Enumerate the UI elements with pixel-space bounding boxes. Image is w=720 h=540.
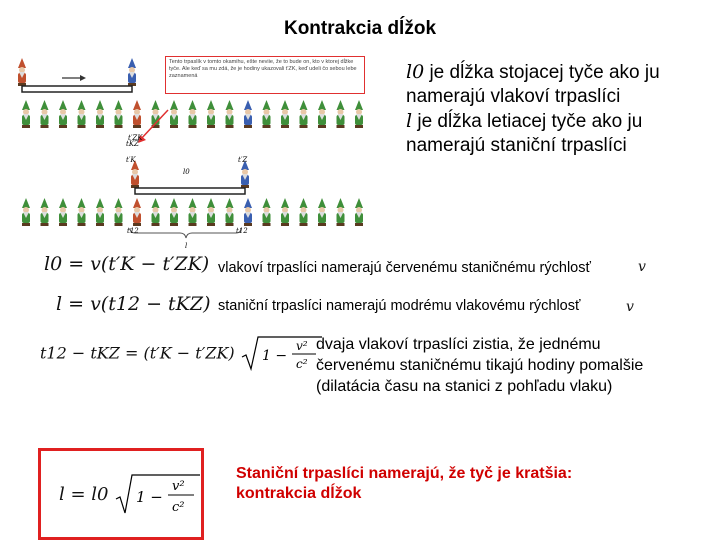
eq3-num: v²	[295, 339, 308, 353]
label-t12-left: t12	[127, 227, 139, 235]
gnome-station-row1	[41, 100, 49, 128]
label-t-z: t′Z	[238, 156, 248, 164]
gnome-station-row2	[22, 198, 30, 226]
equation-3	[40, 335, 324, 373]
gnome-station-row1	[300, 100, 308, 128]
gnome-station-row2	[170, 198, 178, 226]
gnome-station-row1	[170, 100, 178, 128]
gnome-station-row2	[263, 198, 271, 226]
equation-4	[59, 473, 202, 517]
gnome-train-mid-left	[131, 160, 139, 188]
gnome-station-row2	[337, 198, 345, 226]
label-t-k: t′K	[126, 156, 136, 164]
page-title: Kontrakcia dĺžok	[283, 18, 437, 39]
equation-1: l0 = v(t′K − t′ZK)	[44, 253, 210, 275]
legend	[406, 60, 706, 158]
symbol-l: l	[406, 110, 413, 132]
gnome-station-row1	[281, 100, 289, 128]
legend-l-text: je dĺžka letiacej tyče ako ju namerajú staniční trpaslíci	[406, 111, 643, 156]
gnome-station-row2	[244, 198, 252, 226]
eq3-den: c²	[295, 357, 308, 371]
eq4-den: c²	[172, 500, 185, 515]
equation-1-v: v	[638, 259, 646, 275]
gnome-station-row1	[189, 100, 197, 128]
gnome-station-row1	[115, 100, 123, 128]
gnome-station-row2	[96, 198, 104, 226]
gnome-station-row1	[263, 100, 271, 128]
gnome-train-top-right	[128, 58, 136, 86]
equation-2: l = v(t12 − tKZ)	[56, 293, 211, 315]
gnome-station-row2	[355, 198, 363, 226]
label-l0: l0	[183, 168, 190, 176]
gnome-station-row1	[78, 100, 86, 128]
gnome-station-row1	[96, 100, 104, 128]
gnome-station-row1	[207, 100, 215, 128]
legend-l	[406, 109, 706, 158]
eq4-one: 1 −	[136, 488, 164, 506]
equation-4-lhs: l = l0	[59, 484, 109, 505]
legend-l0-text: je dĺžka stojacej tyče ako ju namerajú vlakoví trpaslíci	[406, 62, 660, 107]
label-t12-right: t12	[236, 227, 248, 235]
gnome-station-row2	[207, 198, 215, 226]
rod-top	[22, 86, 132, 92]
label-t-zk-top: t′ZK	[128, 134, 143, 142]
gnome-train-mid-right	[241, 160, 249, 188]
gnome-train-top-left	[18, 58, 26, 86]
gnome-station-row1	[355, 100, 363, 128]
equation-2-text: staniční trpaslíci namerajú modrému vlakovému rýchlosť	[218, 298, 581, 314]
gnome-station-row2	[318, 198, 326, 226]
gnome-station-row2	[59, 198, 67, 226]
gnome-station-row2	[133, 198, 141, 226]
equation-3-text: dvaja vlakoví trpaslíci zistia, že jednému červenému staničnému tikajú hodiny pomalšie (dilatácia času na stanici z pohľadu vlaku)	[316, 336, 644, 395]
label-l: l	[185, 242, 188, 250]
gnome-station-row2	[281, 198, 289, 226]
result-box	[38, 448, 204, 540]
equation-2-v: v	[626, 299, 634, 315]
legend-l0	[406, 60, 706, 109]
gnome-station-row2	[78, 198, 86, 226]
conclusion-text: Staniční trpaslíci namerajú, že tyč je kratšia: kontrakcia dĺžok	[236, 465, 573, 502]
gnome-station-row1	[226, 100, 234, 128]
eq4-num: v²	[172, 479, 185, 494]
equation-3-lhs: t12 − tKZ = (t′K − t′ZK)	[40, 343, 235, 363]
gnome-station-row2	[115, 198, 123, 226]
gnome-station-row1	[244, 100, 252, 128]
equation-1-text: vlakoví trpaslíci namerajú červenému staničnému rýchlosť	[218, 260, 591, 276]
eq3-one: 1 −	[261, 348, 287, 364]
rod-middle	[135, 188, 245, 194]
gnome-station-row1	[22, 100, 30, 128]
gnome-station-row2	[41, 198, 49, 226]
symbol-l0: l0	[406, 61, 425, 83]
gnome-station-row1	[59, 100, 67, 128]
gnome-station-row1	[318, 100, 326, 128]
explanation-callout: Tento trpaslík v tomto okamihu, ešte neviie, že to bude on, kto v ktorej dĺžke tyče. Ale keď sa mu zdá, že je hodiny ukazovali t'ZK, keď udeli čo sebou lebe zaznamená	[165, 56, 365, 94]
gnome-station-row2	[189, 198, 197, 226]
gnome-station-row2	[300, 198, 308, 226]
gnome-station-row2	[226, 198, 234, 226]
label-t-kz: tKZ	[126, 140, 139, 148]
length-brace	[130, 228, 241, 238]
gnome-station-row1	[337, 100, 345, 128]
sqrt-symbol	[240, 335, 324, 373]
gnome-station-row1	[133, 100, 141, 128]
gnome-station-row2	[152, 198, 160, 226]
